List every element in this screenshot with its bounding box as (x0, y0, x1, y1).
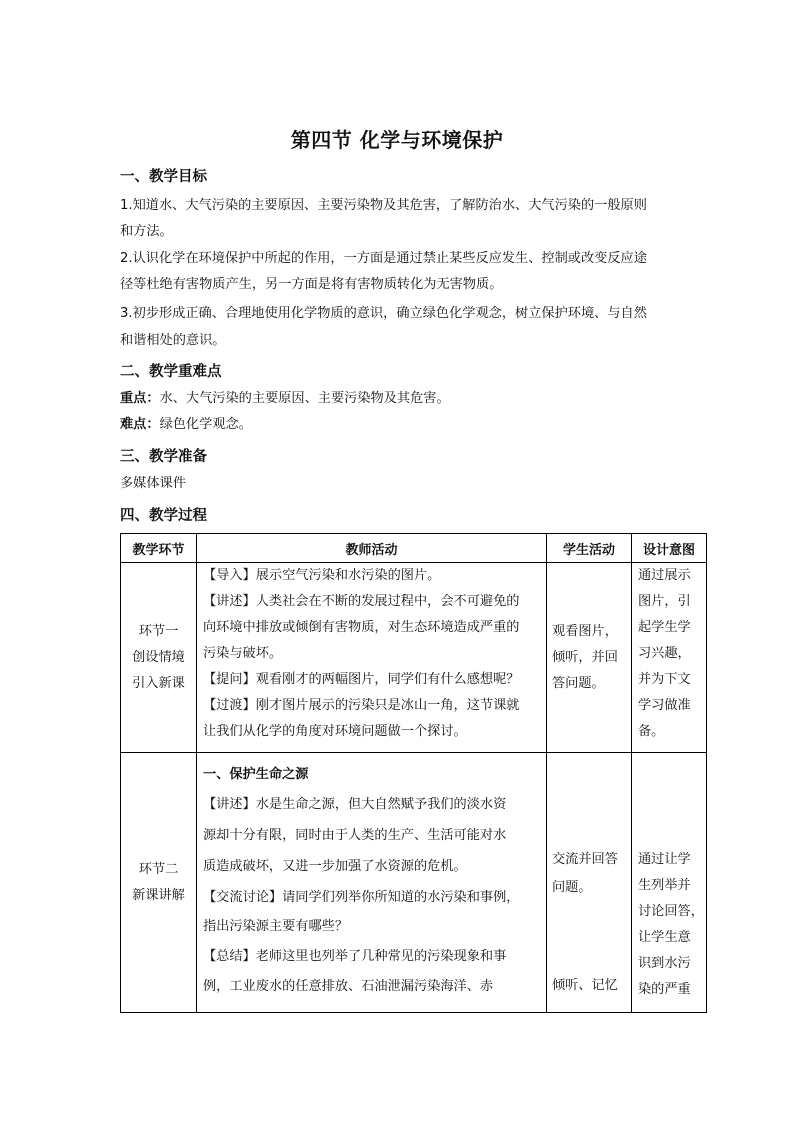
intent-line: 习兴趣， (638, 646, 691, 661)
intent-line: 起学生学 (638, 620, 691, 635)
objective-2-line-2: 径等杜绝有害物质产生，另一方面是将有害物质转化为无害物质。 (120, 277, 503, 292)
stage-line: 引入新课 (132, 675, 185, 691)
section-heading-process: 四、教学过程 (120, 508, 207, 524)
header-stage: 教学环节 (121, 534, 197, 563)
key-point-label: 重点： (120, 391, 160, 406)
objective-2-line-1: 2.认识化学在环境保护中所起的作用，一方面是通过禁止某些反应发生、控制或改变反应途 (120, 251, 647, 266)
objective-1-line-1: 1.知道水、大气污染的主要原因、主要污染物及其危害，了解防治水、大气污染的一般原则 (120, 198, 647, 213)
student-line: 交流并回答 (552, 852, 618, 867)
intent-line: 图片，引 (638, 594, 691, 609)
stage-line: 环节一 (138, 623, 179, 639)
teacher-line: 质造成破坏，又进一步加强了水资源的危机。 (203, 859, 467, 874)
difficult-point (120, 416, 252, 434)
stage-line: 环节二 (138, 861, 179, 877)
teacher-line: 【过渡】刚才图片展示的污染只是冰山一角，这节课就 (203, 698, 520, 713)
section-heading-prep: 三、教学准备 (120, 449, 207, 465)
intent-line: 染的严重 (638, 982, 691, 997)
student-activity-cell (547, 563, 632, 753)
teacher-line: 【讲述】水是生命之源，但大自然赋予我们的淡水资 (203, 797, 507, 812)
intent-line: 讨论回答， (638, 904, 704, 919)
difficult-point-text: 绿色化学观念。 (159, 417, 252, 432)
table-row (121, 753, 707, 1013)
table-row (121, 563, 707, 753)
teacher-subheading: 一、保护生命之源 (203, 767, 309, 782)
intent-line: 生列举并 (638, 878, 691, 893)
student-line: 倾听，并回 (552, 649, 618, 665)
design-intent-cell (632, 753, 707, 1013)
teacher-line: 【提问】观看刚才的两幅图片，同学们有什么感想呢？ (203, 672, 520, 687)
design-intent-cell (632, 563, 707, 753)
header-teacher: 教师活动 (197, 534, 547, 563)
intent-line: 备。 (638, 724, 665, 739)
teacher-line: 例，工业废水的任意排放、石油泄漏污染海洋、赤 (203, 979, 494, 994)
intent-line: 识到水污 (638, 956, 691, 971)
intent-line: 通过展示 (638, 568, 691, 583)
intent-line: 并为下文 (638, 672, 691, 687)
intent-line: 让学生意 (638, 930, 691, 945)
stage-line: 创设情境 (132, 649, 185, 665)
teacher-line: 【讲述】人类社会在不断的发展过程中，会不可避免的 (203, 594, 520, 609)
student-activity-cell (547, 753, 632, 1013)
objective-3-line-1: 3.初步形成正确、合理地使用化学物质的意识，确立绿色化学观念，树立保护环境、与自然 (120, 306, 647, 321)
teaching-process-table (120, 533, 707, 1013)
stage-cell (121, 753, 197, 1013)
student-line: 答问题。 (552, 675, 605, 691)
page-title: 第四节 化学与环境保护 (290, 128, 504, 152)
student-line: 观看图片， (552, 623, 618, 639)
objective-1-line-2: 和方法。 (120, 224, 173, 239)
teacher-activity-cell (197, 753, 547, 1013)
teacher-line: 【总结】老师这里也列举了几种常见的污染现象和事 (203, 949, 507, 964)
objective-3-line-2: 和谐相处的意识。 (120, 333, 226, 348)
difficult-point-label: 难点： (120, 417, 160, 432)
key-point (120, 390, 450, 408)
teacher-line: 【导入】展示空气污染和水污染的图片。 (203, 568, 441, 583)
teacher-activity-cell (197, 563, 547, 753)
intent-line: 通过让学 (638, 852, 691, 867)
section-heading-keypoints: 二、教学重难点 (120, 364, 222, 380)
header-student: 学生活动 (547, 534, 632, 563)
key-point-text: 水、大气污染的主要原因、主要污染物及其危害。 (159, 391, 450, 406)
section-heading-objectives: 一、教学目标 (120, 169, 207, 185)
teacher-line: 污染与破坏。 (203, 646, 283, 661)
prep-text: 多媒体课件 (120, 476, 186, 491)
teacher-line: 指出污染源主要有哪些？ (203, 919, 349, 934)
teacher-line: 【交流讨论】请同学们列举你所知道的水污染和事例， (203, 890, 520, 905)
header-intent: 设计意图 (632, 534, 707, 563)
intent-line: 学习做准 (638, 698, 691, 713)
stage-line: 新课讲解 (132, 887, 185, 903)
teacher-line: 让我们从化学的角度对环境问题做一个探讨。 (203, 724, 467, 739)
student-line: 倾听、记忆 (552, 978, 618, 993)
teacher-line: 向环境中排放或倾倒有害物质，对生态环境造成严重的 (203, 620, 520, 635)
table-header-row (121, 534, 707, 563)
stage-cell (121, 563, 197, 753)
student-line: 问题。 (552, 880, 592, 895)
teacher-line: 源却十分有限，同时由于人类的生产、生活可能对水 (203, 828, 507, 843)
